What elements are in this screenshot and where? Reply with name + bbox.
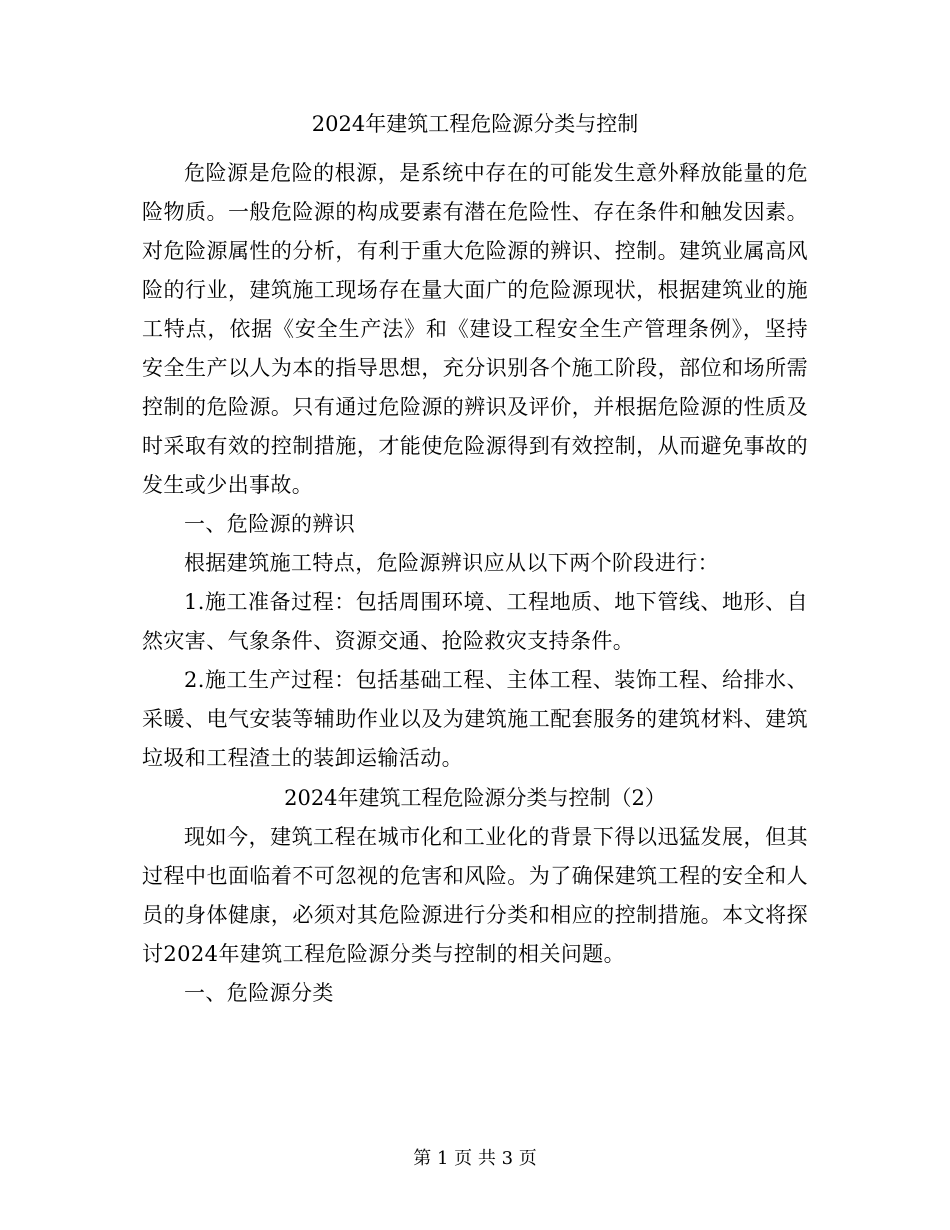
document-body [142,104,808,1013]
section-1-item-production: 2.施工生产过程：包括基础工程、主体工程、装饰工程、给排水、采暖、电气安装等辅助作业以及为建筑施工配套服务的建筑材料、建筑垃圾和工程渣土的装卸运输活动。 [142,668,808,770]
section-1-item-preparation: 1.施工准备过程：包括周围环境、工程地质、地下管线、地形、自然灾害、气象条件、资源交通、抢险救灾支持条件。 [142,590,808,653]
section-1-heading-identification: 一、危险源的辨识 [184,512,356,536]
section-2-paragraph-intro: 现如今，建筑工程在城市化和工业化的背景下得以迅猛发展，但其过程中也面临着不可忽视的危害和风险。为了确保建筑工程的安全和人员的身体健康，必须对其危险源进行分类和相应的控制措施。本文将探讨2024年建筑工程危险源分类与控制的相关问题。 [142,825,808,966]
section-1-title: 2024年建筑工程危险源分类与控制 [311,112,639,136]
section-1-paragraph-intro: 危险源是危险的根源，是系统中存在的可能发生意外释放能量的危险物质。一般危险源的构成要素有潜在危险性、存在条件和触发因素。对危险源属性的分析，有利于重大危险源的辨识、控制。建筑业属高风险的行业，建筑施工现场存在量大面广的危险源现状，根据建筑业的施工特点，依据《安全生产法》和《建设工程安全生产管理条例》，坚持安全生产以人为本的指导思想，充分识别各个施工阶段，部位和场所需控制的危险源。只有通过危险源的辨识及评价，并根据危险源的性质及时采取有效的控制措施，才能使危险源得到有效控制，从而避免事故的发生或少出事故。 [142,161,808,497]
section-2-heading-classification: 一、危险源分类 [184,981,334,1005]
page-number-footer: 第 1 页 共 3 页 [413,1148,537,1169]
section-2-title: 2024年建筑工程危险源分类与控制（2） [284,786,666,810]
section-1-paragraph-stages: 根据建筑施工特点，危险源辨识应从以下两个阶段进行： [184,551,719,575]
